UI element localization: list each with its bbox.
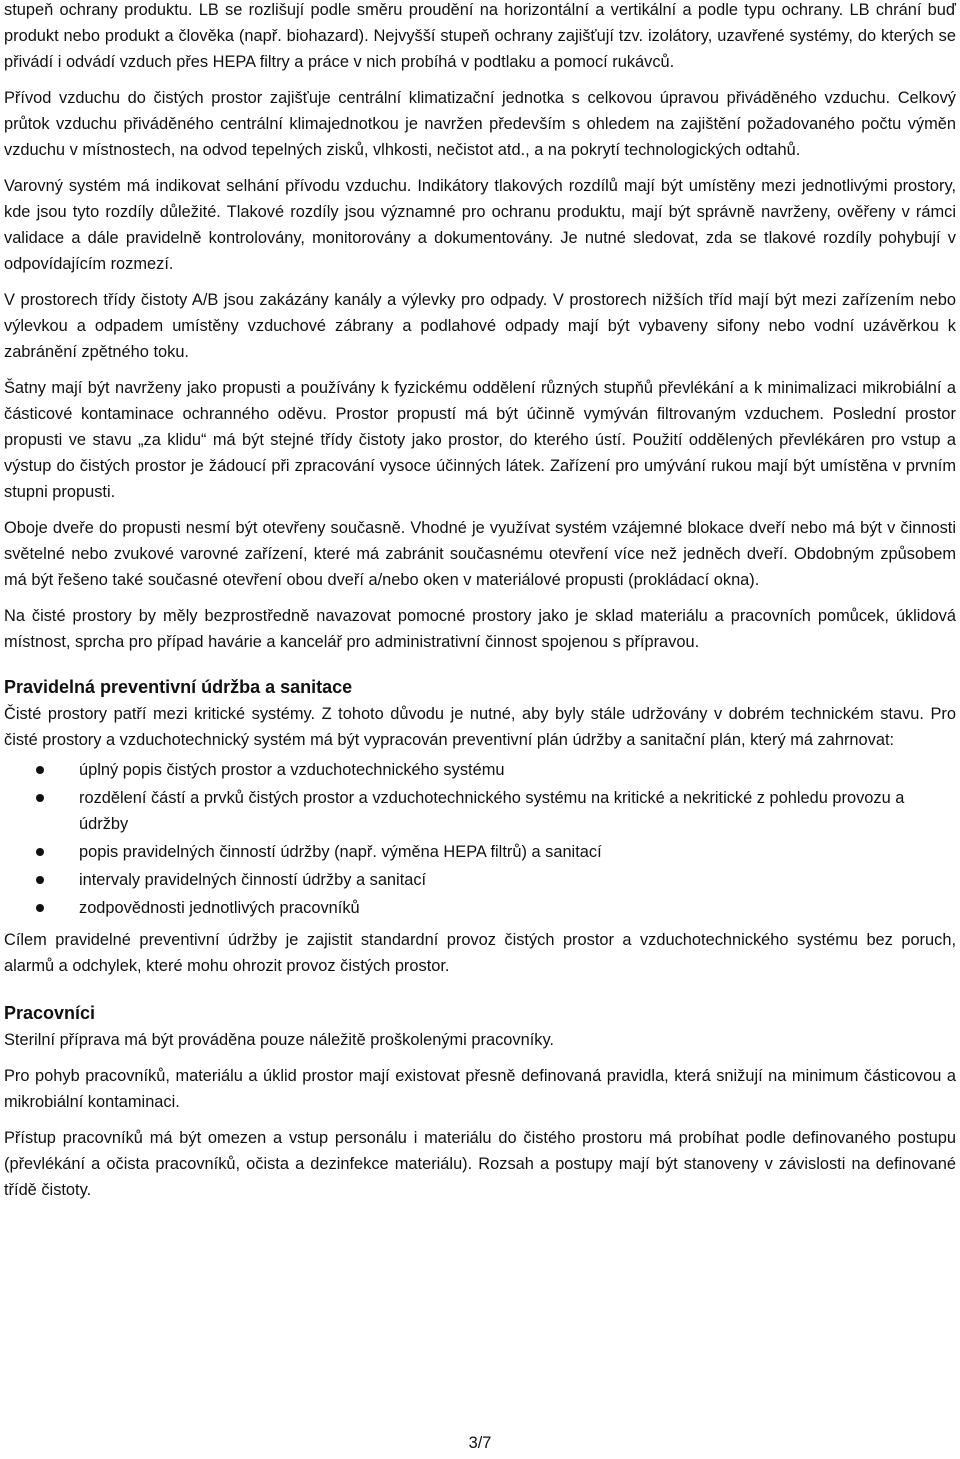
paragraph-auxiliary-rooms: Na čisté prostory by měly bezprostředně navazovat pomocné prostory jako je sklad materiálu a pracovních pomůcek, úklidová místnost, sprcha pro případ havárie a kancelář pro administrativní činnost spojenou s přípravou. (4, 607, 956, 651)
paragraph-air-supply: Přívod vzduchu do čistých prostor zajišťuje centrální klimatizační jednotka s celkovou úpravou přiváděného vzduchu. Celkový průtok vzduchu přiváděného centrální klimajednotkou je navržen především s ohledem na zajištění požadovaného počtu výměn vzduchu v místnostech, na odvod tepelných zisků, vlhkosti, nečistot atd., a na pokrytí technologických odtahů. (4, 89, 956, 159)
paragraph-movement-rules: Pro pohyb pracovníků, materiálu a úklid prostor mají existovat přesně definovaná pravidla, která snižují na minimum částicovou a mikrobiální kontaminaci. (4, 1067, 956, 1111)
paragraph-changing-rooms: Šatny mají být navrženy jako propusti a používány k fyzickému oddělení různých stupňů převlékání a k minimalizaci mikrobiální a částicové kontaminace ochranného oděvu. Prostor propustí má být účinně vymýván filtrovaným vzduchem. Poslední prostor propusti ve stavu „za klidu“ má být stejné třídy čistoty jako prostor, do kterého ústí. Použití oddělených převlékáren pro vstup a výstup do čistých prostor je žádoucí při zpracování vysoce účinných látek. Zařízení pro umývání rukou mají být umístěna v prvním stupni propusti. (4, 379, 956, 501)
document-page (4, 0, 956, 1203)
paragraph-maintenance-goal: Cílem pravidelné preventivní údržby je zajistit standardní provoz čistých prostor a vzduchotechnického systému bez poruch, alarmů a odchylek, které mohu ohrozit provoz čistých prostor. (4, 931, 956, 975)
paragraph-drains: V prostorech třídy čistoty A/B jsou zakázány kanály a výlevky pro odpady. V prostorech nižších tříd mají být mezi zařízením nebo výlevkou a odpadem umístěny vzduchové zábrany a podlahové odpady mají být vybaveny sifony nebo vodní uzávěrkou k zabránění zpětného toku. (4, 291, 956, 361)
paragraph-maintenance-intro: Čisté prostory patří mezi kritické systémy. Z tohoto důvodu je nutné, aby byly stále udržovány v dobrém technickém stavu. Pro čisté prostory a vzduchotechnický systém má být vypracován preventivní plán údržby a sanitační plán, který má zahrnovat: (4, 705, 956, 749)
paragraph-trained-workers: Sterilní příprava má být prováděna pouze náležitě proškolenými pracovníky. (4, 1031, 554, 1049)
bullet-icon (36, 876, 44, 884)
list-item: intervaly pravidelných činností údržby a sanitací (4, 867, 956, 893)
section-heading-workers: Pracovníci (4, 1003, 96, 1023)
paragraph-airlock-doors: Oboje dveře do propusti nesmí být otevřeny současně. Vhodné je využívat systém vzájemné blokace dveří nebo má být v činnosti světelné nebo zvukové varovné zařízení, které má zabránit současnému otevření více než jedněch dveří. Obdobným způsobem má být řešeno také současné otevření obou dveří a/nebo oken v materiálové propusti (prokládací okna). (4, 519, 956, 589)
list-item: zodpovědnosti jednotlivých pracovníků (4, 895, 956, 921)
paragraph-warning-system: Varovný systém má indikovat selhání přívodu vzduchu. Indikátory tlakových rozdílů mají být umístěny mezi jednotlivými prostory, kde jsou tyto rozdíly důležité. Tlakové rozdíly jsou významné pro ochranu produktu, mají být správně navrženy, ověřeny v rámci validace a dále pravidelně kontrolovány, monitorovány a dokumentovány. Je nutné sledovat, zda se tlakové rozdíly pohybují v odpovídajícím rozmezí. (4, 177, 956, 273)
list-item: popis pravidelných činností údržby (např. výměna HEPA filtrů) a sanitací (4, 839, 956, 865)
bullet-icon (36, 794, 44, 802)
list-item: úplný popis čistých prostor a vzduchotechnického systému (4, 757, 956, 783)
page-number: 3/7 (468, 1434, 492, 1452)
paragraph-access-procedure: Přístup pracovníků má být omezen a vstup personálu i materiálu do čistého prostoru má probíhat podle definovaného postupu (převlékání a očista pracovníků, očista a dezinfekce materiálu). Rozsah a postupy mají být stanoveny v závislosti na definované třídě čistoty. (4, 1129, 956, 1199)
bullet-icon (36, 766, 44, 774)
list-item: rozdělení částí a prvků čistých prostor a vzduchotechnického systému na kritické a nekritické z pohledu provozu a údržby (4, 785, 956, 837)
maintenance-plan-list (4, 757, 956, 921)
bullet-icon (36, 904, 44, 912)
bullet-icon (36, 848, 44, 856)
section-heading-maintenance: Pravidelná preventivní údržba a sanitace (4, 677, 353, 697)
paragraph-laminar-boxes: stupeň ochrany produktu. LB se rozlišují podle směru proudění na horizontální a vertikální a podle typu ochrany. LB chrání buď produkt nebo produkt a člověka (např. biohazard). Nejvyšší stupeň ochrany zajišťují tzv. izolátory, uzavřené systémy, do kterých se přivádí i odvádí vzduch přes HEPA filtry a práce v nich probíhá v podtlaku a pomocí rukávců. (4, 1, 956, 71)
